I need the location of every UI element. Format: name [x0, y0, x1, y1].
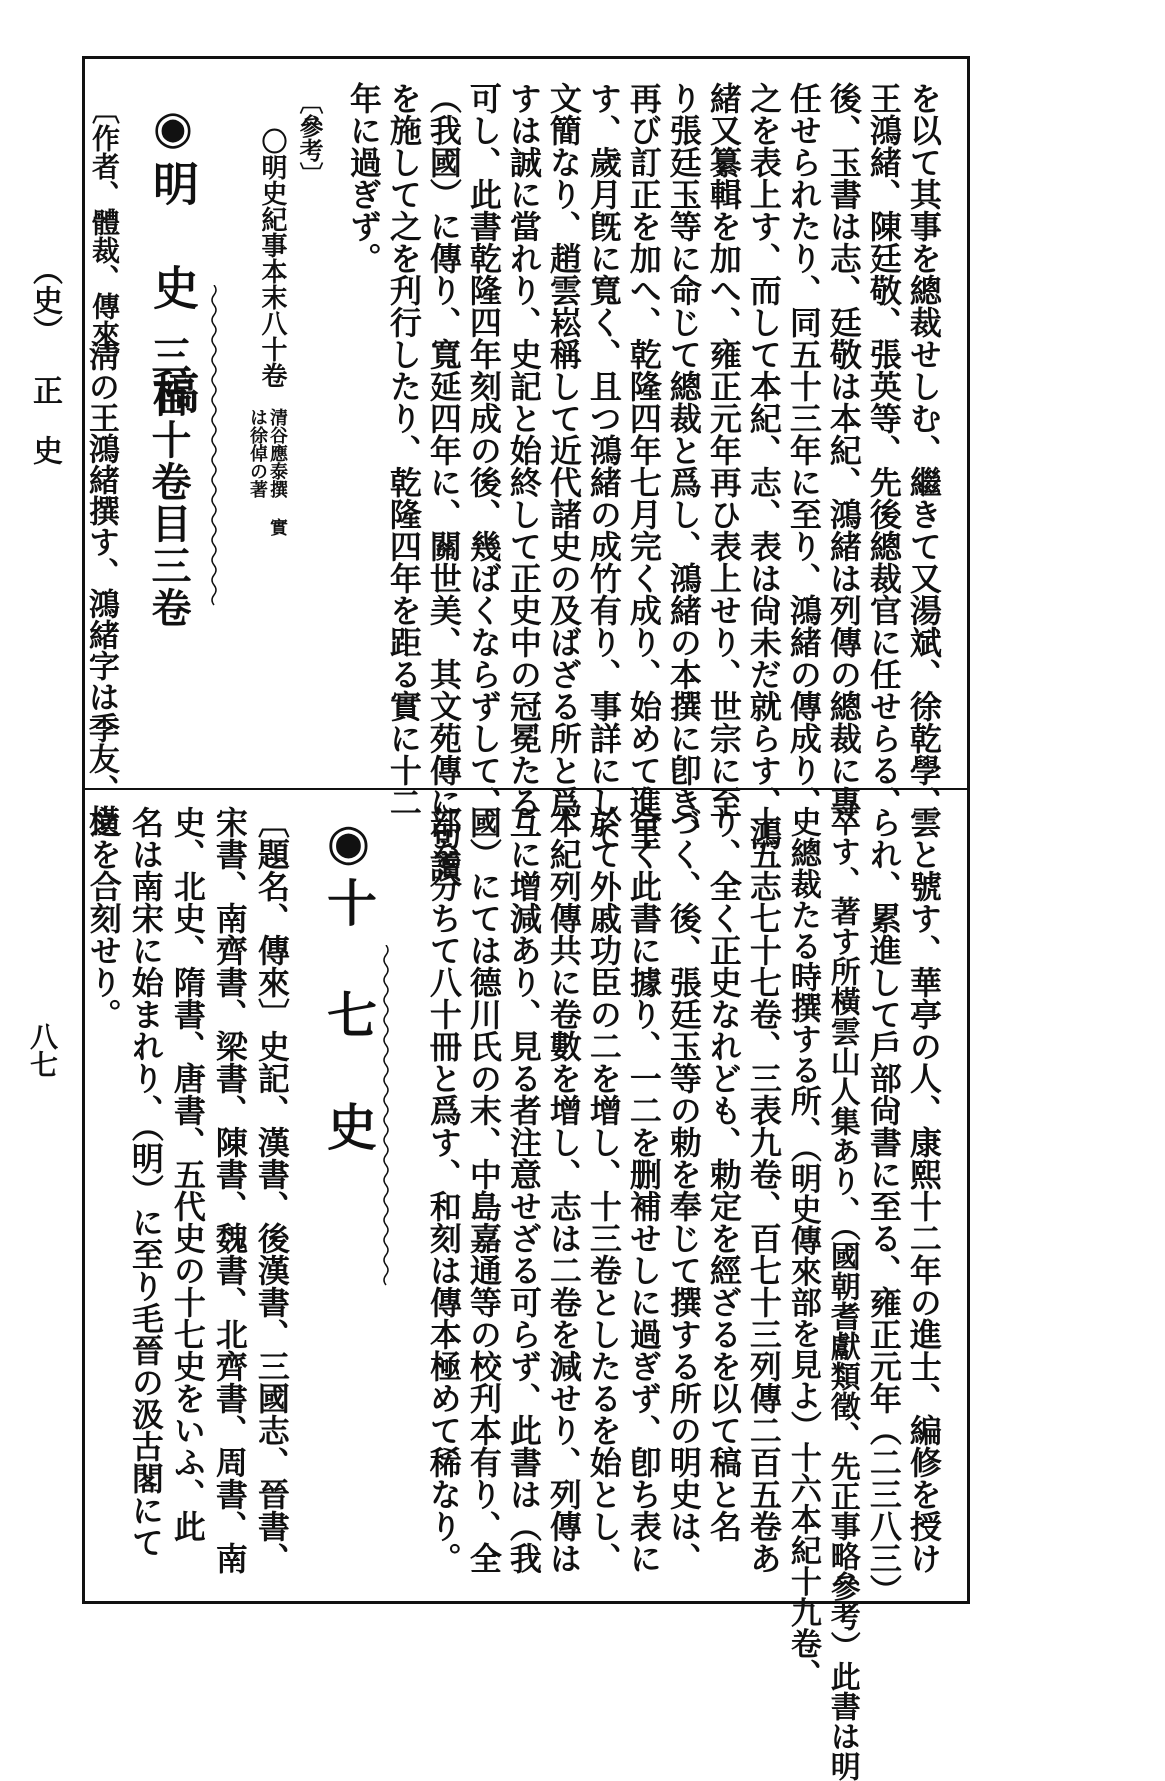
upper-line-10: 文簡なり、趙雲崧稱して近代諸史の及ばざる所と爲	[544, 82, 583, 818]
lower-line-12: 國）にては德川氏の末、中島嘉通等の校刋本有り、全	[464, 806, 503, 1574]
upper-line-9: す、歲月旣に寬く、且つ鴻緒の成竹有り、事詳にして	[584, 82, 623, 850]
upper-line-4: 任せられたり、同五十三年に至り、鴻緒の傳成り、	[784, 82, 823, 818]
upper-line-8: 再び訂正を加へ、乾隆四年七月完く成り、始めて進呈	[624, 82, 663, 850]
lower-line-11: 互に增減あり、見る者注意せざる可らず、此書は（我	[504, 806, 543, 1574]
upper-line-3: 後、玉書は志、廷敬は本紀、鴻緒は列傳の總裁に專	[824, 82, 863, 818]
lower-line-3: 卒す、著す所橫雲山人集あり、（國朝耆獻類徵、先正事略參考）此書は明	[824, 806, 860, 1781]
heading-ming-shi-gao: ◉明 史 稿	[146, 100, 200, 420]
upper-line-13: （我國）に傳り、寬延四年に、關世美、其文苑傳に句讀	[424, 82, 463, 882]
seventeen-line-4: 名は南宋に始まれり、（明）に至り毛晉の汲古閣にて	[126, 806, 165, 1558]
lower-line-8: 全く此書に據り、一二を删補せしに過ぎず、卽ち表に	[624, 806, 663, 1574]
reference-text: 〇明史紀事本末八十卷	[257, 128, 287, 388]
lower-line-13: 部を分ちて八十冊と爲す、和刻は傳本極めて稀なり。	[424, 806, 463, 1574]
heading-ming-shi-gao-volumes: 三百十卷目三卷	[145, 335, 192, 629]
lower-line-1: 雲と號す、華亭の人、康熙十二年の進士、編修を授け	[904, 806, 943, 1574]
upper-line-11: すは誠に當れり、史記と始終して正史中の冠冕たる	[504, 82, 543, 818]
upper-line-15: 年に過ぎず。	[344, 82, 383, 274]
margin-category: 正 史	[27, 375, 62, 465]
seventeen-line-2: 宋書、南齊書、梁書、陳書、魏書、北齊書、周書、南	[210, 806, 249, 1574]
margin-section: （史）	[27, 255, 62, 345]
lower-line-4: 史總裁たる時撰する所、（明史傳來部を見よ）十六本紀十九卷、	[784, 806, 821, 1690]
page-number: 八七	[26, 1022, 59, 1078]
author-label: 〔作者、體裁、傳來〕	[88, 96, 121, 376]
upper-line-2: 王鴻緒、陳廷敬、張英等、先後總裁官に任せらる、	[864, 82, 903, 818]
upper-line-6: 緒又纂輯を加へ、雍正元年再ひ表上せり、世宗に至	[704, 82, 743, 818]
wavy-rule-upper	[210, 285, 218, 610]
lower-line-10: 本紀列傳共に卷數を增し、志は二卷を減せり、列傳は	[544, 806, 583, 1574]
upper-line-14: を施して之を刋行したり、乾隆四年を距る實に十二	[384, 82, 423, 818]
reference-note-1: 清谷應泰撰	[267, 408, 288, 498]
lower-line-2: られ、累進して戶部尙書に至る、雍正元年（二三八三）	[864, 806, 903, 1606]
seventeen-line-3: 史、北史、隋書、唐書、五代史の十七史をいふ、此	[168, 806, 207, 1542]
lower-line-6: り、全く正史なれども、勅定を經ざるを以て稿と名	[704, 806, 743, 1542]
seventeen-line-1: 〔題名、傳來〕史記、漢書、後漢書、三國志、晉書、	[252, 806, 291, 1574]
reference-tail: 實	[267, 518, 288, 536]
seventeen-line-5: 之を合刻せり。	[84, 806, 123, 1030]
reference-label: 〔參考〕	[295, 90, 324, 186]
lower-line-9: 於て外戚功臣の二を增し、十三卷としたるを始とし、	[584, 806, 623, 1574]
upper-line-7: り張廷玉等に命じて總裁と爲し、鴻緒の本撰に卽き、	[664, 82, 703, 850]
lower-line-7: づく、後、張廷玉等の勅を奉じて撰する所の明史は、	[664, 806, 703, 1574]
upper-line-5: 之を表上す、而して本紀、志、表は尙未だ就らす、鴻	[744, 82, 783, 850]
lower-line-5: 十五志七十七卷、三表九卷、百七十三列傳二百五卷あ	[744, 806, 783, 1574]
upper-line-1: を以て其事を總裁せしむ、繼きて又湯斌、徐乾學、	[904, 82, 943, 818]
reference-note-2: は徐倬の著	[247, 408, 268, 498]
heading-seventeen-histories: ◉十 七 史	[319, 812, 378, 1157]
upper-line-12: 可し、此書乾隆四年刻成の後、幾ばくならずして、	[464, 82, 503, 818]
author-text: 淸の王鴻緒撰す、鴻緒字は季友、橫	[82, 340, 119, 836]
